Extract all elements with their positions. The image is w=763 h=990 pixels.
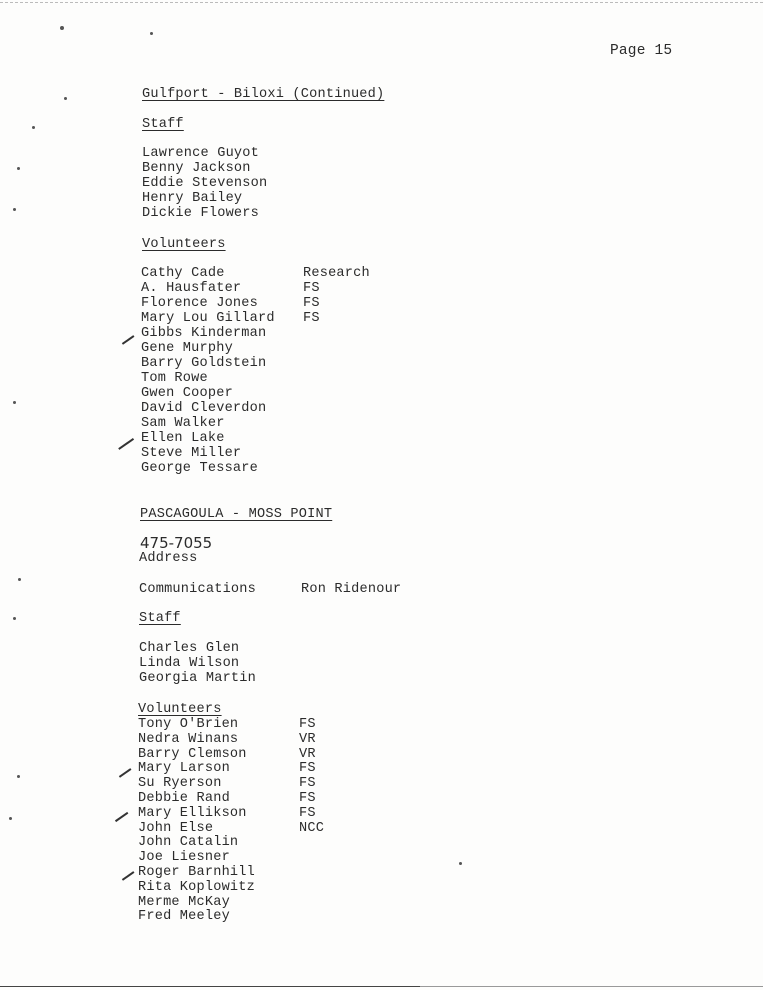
volunteer-name: Gibbs Kinderman: [141, 326, 267, 341]
punch-mark: [459, 862, 462, 865]
volunteer-name: Barry Clemson: [138, 746, 247, 762]
volunteer-role: FS: [303, 296, 320, 311]
punch-mark: [13, 401, 16, 404]
gulfport-volunteers-heading: Volunteers: [142, 237, 226, 252]
volunteer-name: Sam Walker: [141, 416, 225, 431]
volunteer-name: Rita Koplowitz: [138, 879, 256, 895]
check-mark-icon: [115, 812, 128, 822]
communications-label: Communications: [139, 582, 257, 597]
volunteer-name: Tony O'Brien: [138, 717, 239, 732]
section-heading-gulfport: Gulfport - Biloxi (Continued): [142, 87, 385, 102]
volunteer-role: FS: [299, 791, 316, 806]
volunteer-name: Cathy Cade: [141, 266, 225, 281]
volunteer-name: A. Hausfater: [141, 281, 242, 296]
check-mark-icon: [122, 871, 134, 880]
volunteer-role: FS: [303, 311, 320, 326]
phone-number: 475-7055: [140, 534, 213, 552]
volunteer-name: Florence Jones: [141, 296, 259, 311]
volunteer-name: John Catalin: [138, 835, 239, 851]
pascagoula-staff-heading: Staff: [139, 611, 181, 626]
punch-mark: [150, 32, 153, 35]
punch-mark: [60, 26, 64, 30]
volunteer-name: Barry Goldstein: [141, 356, 267, 371]
volunteer-name: Roger Barnhill: [138, 865, 256, 880]
check-mark-icon: [119, 768, 131, 777]
punch-mark: [17, 775, 20, 778]
volunteer-name: Mary Larson: [138, 761, 230, 777]
punch-mark: [64, 97, 67, 100]
gulfport-staff-heading: Staff: [142, 117, 184, 132]
volunteer-name: Su Ryerson: [138, 776, 222, 792]
staff-name: Dickie Flowers: [142, 206, 260, 221]
staff-name: Charles Glen: [139, 641, 240, 656]
volunteer-role: VR: [299, 746, 316, 762]
volunteer-name: Nedra Winans: [138, 731, 239, 747]
staff-name: Benny Jackson: [142, 161, 251, 176]
staff-name: Eddie Stevenson: [142, 176, 268, 191]
volunteer-role: FS: [299, 761, 316, 777]
volunteer-role: FS: [303, 281, 320, 296]
page-bottom-rule-faint: [420, 986, 763, 987]
address-label: Address: [139, 551, 198, 566]
page-bottom-rule: [0, 986, 420, 987]
volunteer-name: Merme McKay: [138, 894, 230, 910]
volunteer-name: Joe Liesner: [138, 850, 230, 866]
pascagoula-volunteers-heading: Volunteers: [138, 702, 222, 717]
staff-name: Lawrence Guyot: [142, 146, 260, 161]
communications-name: Ron Ridenour: [301, 582, 402, 597]
volunteer-name: David Cleverdon: [141, 401, 267, 416]
staff-name: Henry Bailey: [142, 191, 243, 206]
punch-mark: [18, 578, 21, 581]
punch-mark: [17, 167, 20, 170]
volunteer-name: Gene Murphy: [141, 341, 233, 356]
volunteer-role: Research: [303, 266, 370, 281]
punch-mark: [32, 126, 35, 129]
volunteer-name: Steve Miller: [141, 446, 242, 461]
volunteer-name: Mary Lou Gillard: [141, 311, 275, 326]
volunteer-name: Fred Meeley: [138, 909, 230, 925]
volunteer-name: Mary Ellikson: [138, 805, 247, 821]
check-mark-icon: [118, 438, 134, 450]
volunteer-name: Gwen Cooper: [141, 386, 233, 401]
check-mark-icon: [122, 335, 134, 344]
punch-mark: [13, 617, 16, 620]
page-number: Page 15: [610, 43, 673, 59]
volunteer-name: Debbie Rand: [138, 791, 230, 806]
volunteer-role: VR: [299, 731, 316, 747]
volunteer-role: FS: [299, 805, 316, 821]
staff-name: Linda Wilson: [139, 656, 240, 671]
page-top-edge: [0, 2, 763, 3]
volunteer-role: FS: [299, 776, 316, 792]
staff-name: Georgia Martin: [139, 671, 257, 686]
section-heading-pascagoula: PASCAGOULA - MOSS POINT: [140, 507, 333, 522]
punch-mark: [9, 817, 12, 820]
volunteer-name: George Tessare: [141, 461, 259, 476]
volunteer-role: NCC: [299, 820, 325, 836]
volunteer-role: FS: [299, 717, 316, 732]
volunteer-name: Tom Rowe: [141, 371, 208, 386]
punch-mark: [13, 208, 16, 211]
volunteer-name: John Else: [138, 820, 214, 836]
volunteer-name: Ellen Lake: [141, 431, 225, 446]
